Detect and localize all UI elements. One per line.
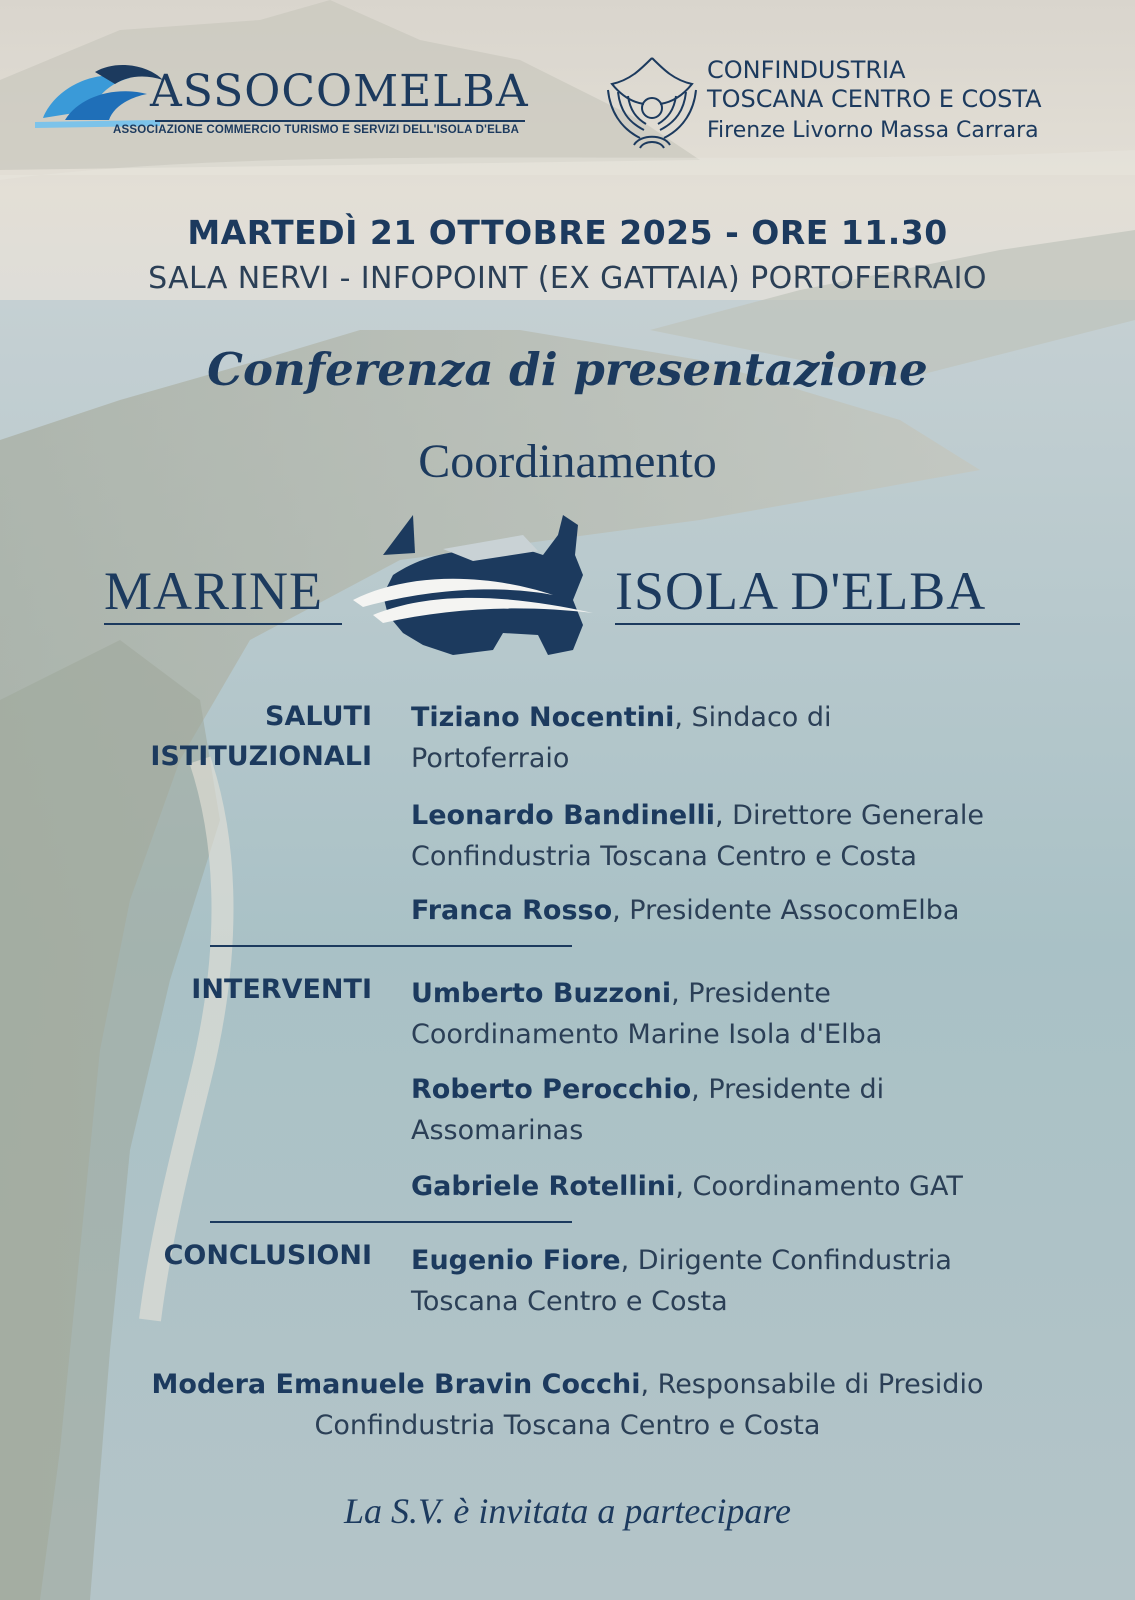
eagle-emblem-icon [600,50,705,150]
speaker-line [411,697,1101,738]
speaker-name: Umberto Buzzoni [411,978,672,1009]
speaker-line [411,795,1101,836]
moderator-name: Modera Emanuele Bravin Cocchi [151,1369,641,1400]
elba-island-boat-icon [353,515,603,665]
confindustria-cities: Firenze Livorno Massa Carrara [707,118,1039,143]
speaker-role: , Presidente di [691,1074,885,1105]
speaker-entry [411,1240,1101,1322]
conference-title: Conferenza di presentazione [207,343,928,396]
speaker-name: Eugenio Fiore [411,1245,621,1276]
speaker-role: , Presidente AssocomElba [612,895,960,926]
assocomelba-underline [155,120,525,122]
speaker-role-cont: Coordinamento Marine Isola d'Elba [411,1019,883,1050]
brand-isola-underline [615,623,1020,625]
speaker-line [411,1240,1101,1281]
moderator-role-cont: Confindustria Toscana Centro e Costa [314,1410,821,1441]
moderator-role: , Responsabile di Presidio [640,1369,984,1400]
brand-isola-delba: ISOLA D'ELBA [615,561,987,621]
invitation-text: La S.V. è invitata a partecipare [344,1491,791,1531]
speaker-role-cont: Portoferraio [411,743,570,774]
speaker-name: Leonardo Bandinelli [411,800,716,831]
speaker-line [411,973,1101,1014]
assocomelba-subtitle: ASSOCIAZIONE COMMERCIO TURISMO E SERVIZI DELL'ISOLA D'ELBA [113,124,520,136]
assocomelba-name: ASSOCOMELBA [150,66,529,117]
confindustria-region: TOSCANA CENTRO E COSTA [707,85,1042,113]
section-divider [210,945,572,947]
moderator-block [40,1364,1095,1446]
speaker-name: Gabriele Rotellini [411,1171,676,1202]
saluti-label-line2: ISTITUZIONALI [150,741,372,772]
saluti-label-line1: SALUTI [265,701,372,732]
speaker-name: Roberto Perocchio [411,1074,692,1105]
speaker-entry [411,973,1101,1055]
brand-marine-underline [104,623,342,625]
speaker-role-cont: Toscana Centro e Costa [411,1286,728,1317]
speaker-role: , Coordinamento GAT [675,1171,963,1202]
speaker-line [411,890,1101,931]
speaker-entry [411,890,1101,931]
speaker-entry [411,1166,1101,1207]
speaker-role: , Dirigente Confindustria [620,1245,952,1276]
speaker-line [411,1069,1101,1110]
speaker-line [411,1166,1101,1207]
speaker-name: Franca Rosso [411,895,613,926]
section-label-interventi: INTERVENTI [191,974,372,1005]
speaker-entry [411,1069,1101,1151]
speaker-role: , Presidente [671,978,831,1009]
section-divider [210,1221,572,1223]
speaker-role: , Sindaco di [674,702,832,733]
assocomelba-logo [35,58,529,138]
wave-logo-icon [35,58,165,128]
speaker-entry [411,795,1101,877]
confindustria-name: CONFINDUSTRIA [707,56,906,84]
event-venue: SALA NERVI - INFOPOINT (EX GATTAIA) PORTOFERRAIO [148,261,987,296]
section-label-saluti [60,697,372,777]
confindustria-logo [600,50,1120,160]
speaker-entry [411,697,1101,779]
coordinamento-heading: Coordinamento [418,435,717,488]
moderator-line [40,1364,1095,1405]
brand-marine: MARINE [104,561,323,621]
speaker-name: Tiziano Nocentini [411,702,675,733]
event-date-time: MARTEDÌ 21 OTTOBRE 2025 - ORE 11.30 [187,213,948,252]
section-label-conclusioni: CONCLUSIONI [163,1240,372,1271]
speaker-role-cont: Assomarinas [411,1115,584,1146]
speaker-role-cont: Confindustria Toscana Centro e Costa [411,841,917,872]
speaker-role: , Direttore Generale [715,800,985,831]
